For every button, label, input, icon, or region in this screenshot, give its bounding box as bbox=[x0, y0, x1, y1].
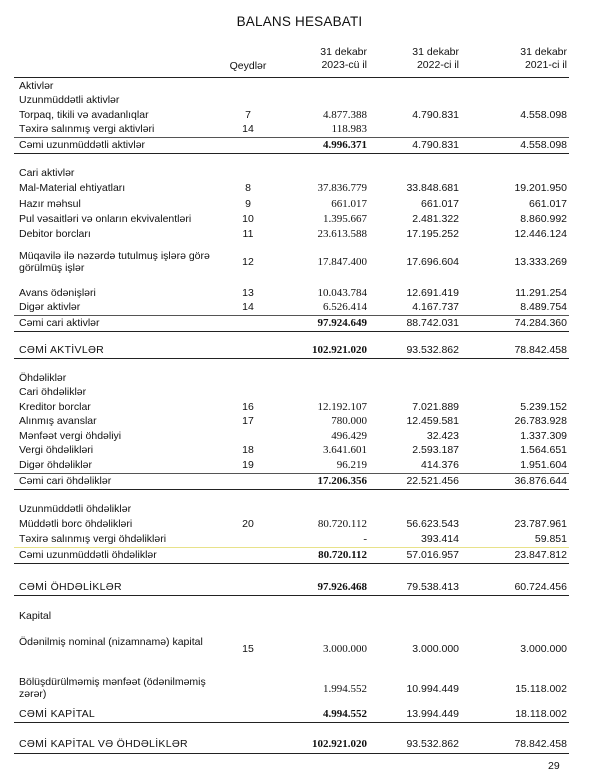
row-label: CƏMİ KAPİTAL bbox=[19, 708, 96, 720]
row-label: Cari aktivlər bbox=[19, 167, 75, 179]
row-value-2022: 4.790.831 bbox=[412, 139, 459, 151]
row-value-2022: 4.167.737 bbox=[412, 301, 459, 313]
row-value-2022: 33.848.681 bbox=[406, 182, 459, 194]
row-value-2023: 1.395.667 bbox=[323, 213, 367, 225]
row-value-2021: 661.017 bbox=[529, 198, 567, 210]
subtotal-bottom-rule bbox=[14, 563, 569, 564]
row-value-2021: 74.284.360 bbox=[514, 317, 567, 329]
row-value-2023: 496.429 bbox=[331, 430, 367, 442]
row-label: Debitor borcları bbox=[19, 228, 91, 240]
row-label: Pul vəsaitləri və onların ekvivalentləri bbox=[19, 213, 192, 225]
row-section bbox=[0, 372, 599, 385]
row-value-2023: 97.926.468 bbox=[317, 581, 367, 593]
table-row bbox=[0, 430, 599, 443]
row-value-2021: 19.201.950 bbox=[514, 182, 567, 194]
row-note: 11 bbox=[242, 228, 254, 240]
row-label: Bölüşdürülməmiş mənfəət (ödənilməmiş zərər) bbox=[19, 676, 206, 700]
row-subsection bbox=[0, 94, 599, 107]
row-value-2023: 80.720.112 bbox=[317, 518, 367, 530]
row-value-2021: 8.489.754 bbox=[520, 301, 567, 313]
row-value-2023: 661.017 bbox=[331, 198, 367, 210]
row-value-2021: 4.558.098 bbox=[520, 109, 567, 121]
header-rule bbox=[14, 77, 569, 78]
row-label: Cəmi cari öhdəliklər bbox=[19, 475, 112, 487]
total-bottom-rule bbox=[14, 595, 569, 596]
row-value-2021: 78.842.458 bbox=[514, 344, 567, 356]
row-value-2023: 102.921.020 bbox=[312, 344, 367, 356]
table-row bbox=[0, 415, 599, 428]
header-col-2023-line2: 2023-cü il bbox=[321, 59, 367, 71]
subtotal-rule bbox=[14, 473, 569, 474]
row-label: Alınmış avanslar bbox=[19, 415, 97, 427]
row-label: Digər öhdəliklər bbox=[19, 459, 92, 471]
row-label: Təxirə salınmış vergi aktivləri bbox=[19, 123, 155, 135]
subtotal-row bbox=[0, 317, 599, 330]
row-label: CƏMİ KAPİTAL VƏ ÖHDƏLİKLƏR bbox=[19, 738, 188, 750]
table-row bbox=[0, 401, 599, 414]
table-row bbox=[0, 213, 599, 226]
row-note: 13 bbox=[242, 287, 254, 299]
row-note: 16 bbox=[242, 401, 254, 413]
row-note: 9 bbox=[245, 198, 251, 210]
row-value-2022: 12.459.581 bbox=[406, 415, 459, 427]
row-value-2021: 36.876.644 bbox=[514, 475, 567, 487]
row-label: Kreditor borclar bbox=[19, 401, 91, 413]
row-value-2022: 93.532.862 bbox=[406, 344, 459, 356]
row-note: 12 bbox=[242, 256, 254, 268]
subtotal-bottom-rule bbox=[14, 153, 569, 154]
row-note: 8 bbox=[245, 182, 251, 194]
row-label: Uzunmüddətli aktivlər bbox=[19, 94, 120, 106]
row-value-2022: 414.376 bbox=[421, 459, 459, 471]
row-value-2023: 10.043.784 bbox=[317, 287, 367, 299]
row-note: 14 bbox=[242, 123, 254, 135]
row-note: 17 bbox=[242, 415, 254, 427]
table-row bbox=[0, 636, 599, 656]
row-value-2022: 22.521.456 bbox=[406, 475, 459, 487]
row-note: 18 bbox=[242, 444, 254, 456]
row-note: 14 bbox=[242, 301, 254, 313]
row-value-2021: 13.333.269 bbox=[514, 256, 567, 268]
row-value-2023: 4.996.371 bbox=[323, 139, 367, 151]
row-value-2021: 23.847.812 bbox=[514, 549, 567, 561]
subtotal-row bbox=[0, 475, 599, 488]
row-label: Mal-Material ehtiyatları bbox=[19, 182, 126, 194]
row-value-2022: 32.423 bbox=[426, 430, 459, 442]
row-note: 15 bbox=[242, 643, 254, 655]
header-col-2021-line1: 31 dekabr bbox=[520, 46, 567, 58]
row-value-2021: 3.000.000 bbox=[520, 643, 567, 655]
row-value-2021: 78.842.458 bbox=[514, 738, 567, 750]
row-value-2021: 11.291.254 bbox=[515, 287, 567, 299]
row-label: Torpaq, tikili və avadanlıqlar bbox=[19, 109, 149, 121]
row-value-2023: 96.219 bbox=[336, 459, 367, 471]
row-note: 20 bbox=[242, 518, 254, 530]
row-value-2023: 1.994.552 bbox=[323, 683, 367, 695]
row-value-2022: 56.623.543 bbox=[406, 518, 459, 530]
grand-total-rule bbox=[14, 753, 569, 754]
row-value-2022: 93.532.862 bbox=[406, 738, 459, 750]
row-value-2022: 13.994.449 bbox=[406, 708, 459, 720]
row-label: Mənfəət vergi öhdəliyi bbox=[19, 430, 122, 442]
header-col-2022-line2: 2022-ci il bbox=[416, 59, 459, 71]
row-value-2021: 1.951.604 bbox=[520, 459, 567, 471]
header-col-2023 bbox=[300, 46, 367, 72]
row-note: 10 bbox=[242, 213, 254, 225]
table-row bbox=[0, 182, 599, 195]
total-row bbox=[0, 344, 599, 357]
row-value-2023: 3.641.601 bbox=[323, 444, 367, 456]
header-qeydler: Qeydlər bbox=[229, 60, 267, 72]
total-row bbox=[0, 708, 599, 721]
row-value-2022: 661.017 bbox=[421, 198, 459, 210]
subtotal-rule bbox=[14, 315, 569, 316]
row-value-2023: 4.877.388 bbox=[323, 109, 367, 121]
table-row bbox=[0, 123, 599, 136]
row-section bbox=[0, 80, 599, 93]
row-value-2023: 118.983 bbox=[331, 123, 367, 135]
total-bottom-rule bbox=[14, 722, 569, 723]
row-label: Təxirə salınmış vergi öhdəlikləri bbox=[19, 533, 167, 545]
row-value-2021: 1.337.309 bbox=[520, 430, 567, 442]
table-row bbox=[0, 250, 599, 274]
row-label: Aktivlər bbox=[19, 80, 54, 92]
row-value-2021: 1.564.651 bbox=[520, 444, 567, 456]
table-row bbox=[0, 533, 599, 546]
row-label: Avans ödənişləri bbox=[19, 287, 96, 299]
header-col-2021 bbox=[495, 46, 567, 72]
row-label: CƏMİ AKTİVLƏR bbox=[19, 344, 105, 356]
row-note: 7 bbox=[245, 109, 251, 121]
row-value-2022: 10.994.449 bbox=[406, 683, 459, 695]
row-value-2021: 60.724.456 bbox=[514, 581, 567, 593]
table-row bbox=[0, 287, 599, 300]
header-col-2021-line2: 2021-ci il bbox=[524, 59, 567, 71]
table-row bbox=[0, 444, 599, 457]
row-label: Müqavilə ilə nəzərdə tutulmuş işlərə görə görülmüş işlər bbox=[19, 250, 210, 274]
row-value-2021: 8.860.992 bbox=[520, 213, 567, 225]
row-value-2021: 59.851 bbox=[534, 533, 567, 545]
subtotal-rule bbox=[14, 137, 569, 138]
highlight-rule bbox=[14, 547, 569, 548]
row-subsection bbox=[0, 386, 599, 399]
row-value-2022: 17.195.252 bbox=[406, 228, 459, 240]
row-value-2022: 17.696.604 bbox=[406, 256, 459, 268]
row-subsection bbox=[0, 167, 599, 180]
table-row bbox=[0, 676, 599, 700]
row-label: Uzunmüddətli öhdəliklər bbox=[19, 503, 132, 515]
row-label: Cəmi uzunmüddətli öhdəliklər bbox=[19, 549, 157, 561]
row-note: 19 bbox=[242, 459, 254, 471]
subtotal-row bbox=[0, 549, 599, 562]
table-row bbox=[0, 301, 599, 314]
row-value-2021: 4.558.098 bbox=[520, 139, 567, 151]
row-label: Vergi öhdəlikləri bbox=[19, 444, 94, 456]
row-value-2023: 6.526.414 bbox=[323, 301, 367, 313]
row-value-2022: 88.742.031 bbox=[406, 317, 459, 329]
row-value-2022: 2.481.322 bbox=[412, 213, 459, 225]
row-label: Öhdəliklər bbox=[19, 372, 67, 384]
row-value-2022: 3.000.000 bbox=[412, 643, 459, 655]
row-value-2021: 12.446.124 bbox=[514, 228, 567, 240]
table-row bbox=[0, 109, 599, 122]
row-value-2023: 4.994.552 bbox=[323, 708, 367, 720]
row-value-2023: 80.720.112 bbox=[318, 549, 367, 561]
row-value-2022: 57.016.957 bbox=[406, 549, 459, 561]
table-row bbox=[0, 518, 599, 531]
row-label: Cəmi cari aktivlər bbox=[19, 317, 100, 329]
row-value-2023: - bbox=[363, 533, 367, 545]
grand-total-row bbox=[0, 738, 599, 751]
row-value-2022: 393.414 bbox=[421, 533, 459, 545]
row-value-2023: 3.000.000 bbox=[323, 643, 367, 655]
subtotal-bottom-rule bbox=[14, 331, 569, 332]
header-col-2022-line1: 31 dekabr bbox=[412, 46, 459, 58]
row-value-2022: 79.538.413 bbox=[406, 581, 459, 593]
row-label: Müddətli borc öhdəlikləri bbox=[19, 518, 133, 530]
row-value-2021: 18.118.002 bbox=[515, 708, 567, 720]
total-row bbox=[0, 581, 599, 594]
row-value-2022: 12.691.419 bbox=[406, 287, 459, 299]
row-value-2023: 102.921.020 bbox=[312, 738, 367, 750]
page-number: 29 bbox=[548, 760, 560, 772]
row-subsection bbox=[0, 503, 599, 516]
row-value-2023: 23.613.588 bbox=[317, 228, 367, 240]
row-label: Ödənilmiş nominal (nizamnamə) kapital bbox=[19, 636, 203, 648]
total-bottom-rule bbox=[14, 358, 569, 359]
table-row bbox=[0, 198, 599, 211]
row-value-2023: 97.924.649 bbox=[317, 317, 367, 329]
row-value-2021: 23.787.961 bbox=[514, 518, 567, 530]
row-label: CƏMİ ÖHDƏLİKLƏR bbox=[19, 581, 122, 593]
header-col-2023-line1: 31 dekabr bbox=[320, 46, 367, 58]
row-label: Kapital bbox=[19, 610, 52, 622]
table-row bbox=[0, 228, 599, 241]
row-value-2023: 37.836.779 bbox=[317, 182, 367, 194]
row-value-2021: 15.118.002 bbox=[515, 683, 567, 695]
row-label: Hazır məhsul bbox=[19, 198, 81, 210]
page-title: BALANS HESABATI bbox=[236, 14, 363, 29]
row-value-2022: 7.021.889 bbox=[412, 401, 459, 413]
row-value-2022: 4.790.831 bbox=[412, 109, 459, 121]
subtotal-row bbox=[0, 139, 599, 152]
row-section bbox=[0, 610, 599, 623]
row-value-2021: 26.783.928 bbox=[514, 415, 567, 427]
row-value-2022: 2.593.187 bbox=[412, 444, 459, 456]
row-label: Cəmi uzunmüddətli aktivlər bbox=[19, 139, 146, 151]
row-label: Cari öhdəliklər bbox=[19, 386, 87, 398]
row-value-2023: 12.192.107 bbox=[317, 401, 367, 413]
subtotal-bottom-rule bbox=[14, 489, 569, 490]
row-value-2023: 17.206.356 bbox=[317, 475, 367, 487]
header-col-2022 bbox=[390, 46, 459, 72]
row-value-2023: 17.847.400 bbox=[317, 256, 367, 268]
row-value-2023: 780.000 bbox=[331, 415, 367, 427]
row-label: Digər aktivlər bbox=[19, 301, 81, 313]
table-row bbox=[0, 459, 599, 472]
row-value-2021: 5.239.152 bbox=[520, 401, 567, 413]
